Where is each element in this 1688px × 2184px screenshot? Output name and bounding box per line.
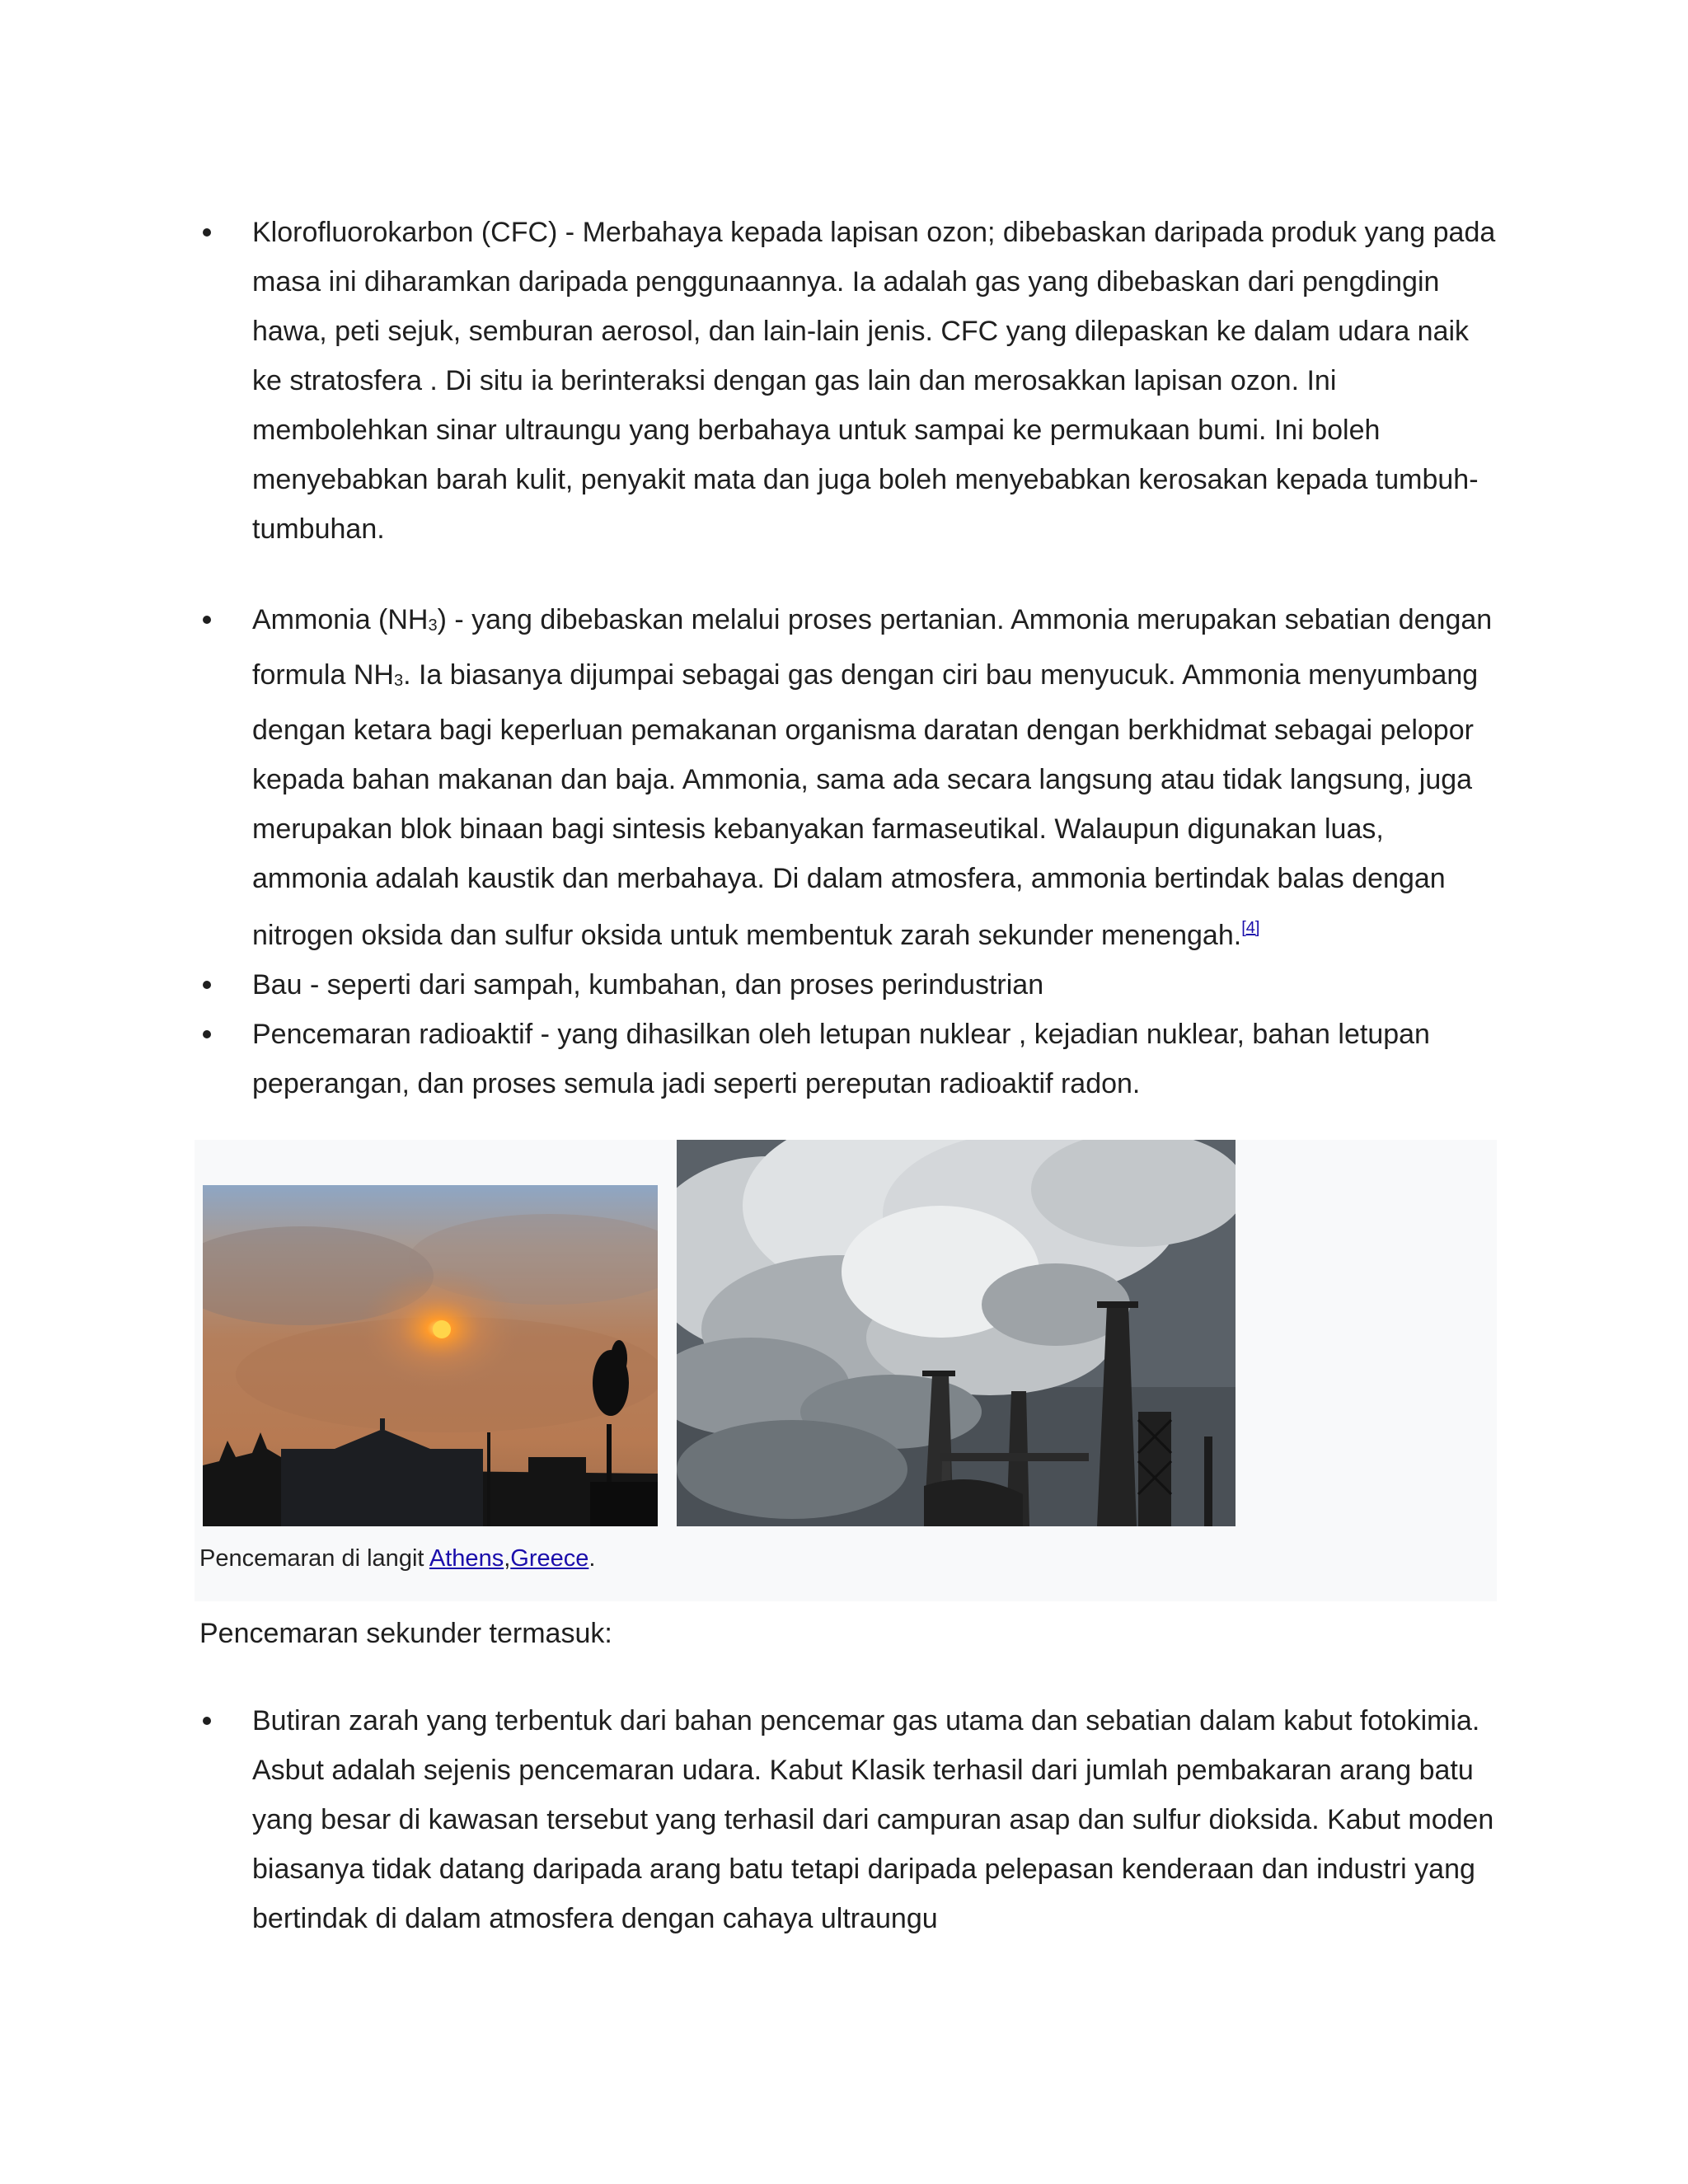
secondary-pollution-heading: Pencemaran sekunder termasuk: xyxy=(199,1618,612,1649)
ammonia-text-part2: ) - yang dibebaskan melalui proses pertanian. Ammonia merupakan sebatian dengan formula NH xyxy=(252,604,1493,691)
list-item-particulates xyxy=(199,1696,1502,1943)
list-item-odour xyxy=(199,960,1502,1010)
figure-caption xyxy=(199,1542,595,1575)
list-item-radioactive xyxy=(199,1010,1502,1108)
bullet-icon xyxy=(203,1030,211,1038)
bullet-icon xyxy=(203,616,211,624)
pollutant-list-secondary xyxy=(199,595,1502,1108)
figure-box xyxy=(195,1140,1497,1601)
list-item-text: Butiran zarah yang terbentuk dari bahan pencemar gas utama dan sebatian dalam kabut fotokimia. Asbut adalah sejenis pencemaran udara. Kabut Klasik terhasil dari jumlah pembakaran arang batu yang besar di kawasan tersebut yang terhasil dari campuran asap dan sulfur dioksida. Kabut moden biasanya tidak datang daripada arang batu tetapi daripada pelepasan kenderaan dan industri yang bertindak di dalam atmosfera dengan cahaya ultraungu xyxy=(252,1705,1494,1934)
chem-subscript: 3 xyxy=(393,672,404,690)
ammonia-text-part1: Ammonia (NH xyxy=(252,604,429,635)
chem-subscript: 3 xyxy=(428,616,438,635)
caption-text: Pencemaran di langit xyxy=(199,1545,429,1572)
pollutant-list-secondary-types xyxy=(199,1696,1502,1943)
pollutant-list-primary xyxy=(199,208,1502,554)
list-item-text: Bau - seperti dari sampah, kumbahan, dan proses perindustrian xyxy=(252,969,1044,1001)
bullet-icon xyxy=(203,1717,211,1725)
list-item-text: Pencemaran radioaktif - yang dihasilkan oleh letupan nuklear , kejadian nuklear, bahan letupan peperangan, dan proses semula jadi seperti pereputan radioaktif radon. xyxy=(252,1019,1430,1099)
link-athens[interactable]: Athens xyxy=(429,1545,504,1572)
ammonia-text-part3: . Ia biasanya dijumpai sebagai gas dengan ciri bau menyucuk. Ammonia menyumbang dengan ketara bagi keperluan pemakanan organisma daratan dengan berkhidmat sebagai pelopor kepada bahan makanan dan baja. Ammonia, sama ada secara langsung atau tidak langsung, juga merupakan blok binaan bagi sintesis kebanyakan farmaseutikal. Walaupun digunakan luas, ammonia adalah kaustik dan merbahaya. Di dalam atmosfera, ammonia bertindak balas dengan nitrogen oksida dan sulfur oksida untuk membentuk zarah sekunder menengah. xyxy=(252,659,1479,951)
caption-separator: , xyxy=(504,1545,511,1572)
bullet-icon xyxy=(203,981,211,989)
list-item-cfc xyxy=(199,208,1502,554)
list-item-ammonia xyxy=(199,595,1502,960)
bullet-icon xyxy=(203,228,211,237)
reference-link[interactable]: [4] xyxy=(1241,919,1260,937)
factory-smoke-photo xyxy=(677,1140,1236,1526)
list-item-text: Klorofluorokarbon (CFC) - Merbahaya kepada lapisan ozon; dibebaskan daripada produk yang pada masa ini diharamkan daripada penggunaannya. Ia adalah gas yang dibebaskan dari pengdingin hawa, peti sejuk, semburan aerosol, dan lain-lain jenis. CFC yang dilepaskan ke dalam udara naik ke stratosfera . Di situ ia berinteraksi dengan gas lain dan merosakkan lapisan ozon. Ini membolehkan sinar ultraungu yang berbahaya untuk sampai ke permukaan bumi. Ini boleh menyebabkan barah kulit, penyakit mata dan juga boleh menyebabkan kerosakan kepada tumbuh-tumbuhan. xyxy=(252,217,1496,545)
caption-suffix: . xyxy=(588,1545,596,1572)
link-greece[interactable]: Greece xyxy=(510,1545,589,1572)
athens-smog-photo xyxy=(203,1185,658,1526)
